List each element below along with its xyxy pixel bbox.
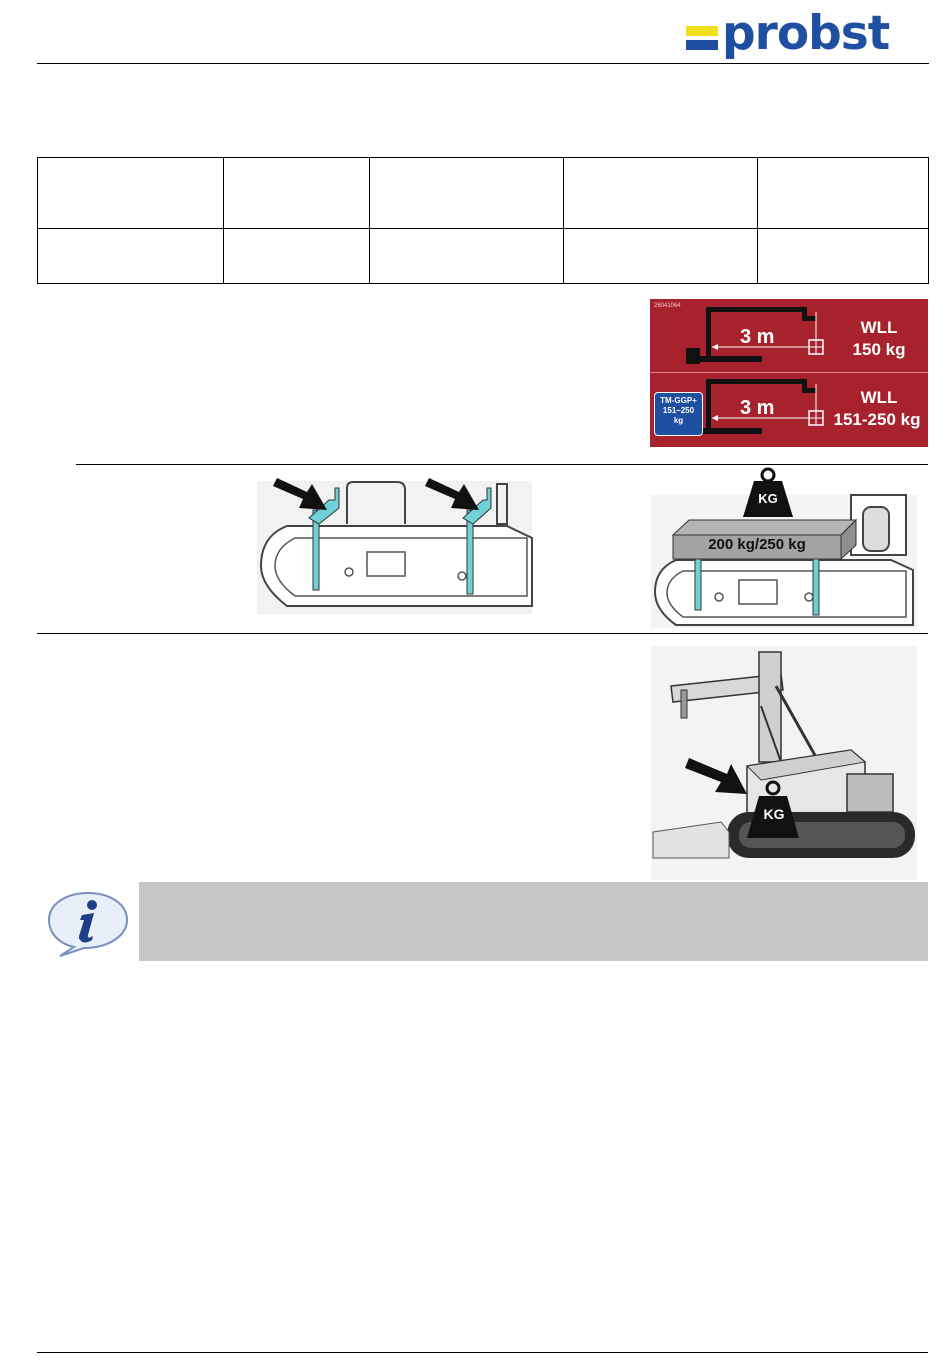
table-cell — [224, 158, 370, 229]
boom-distance: 3 m — [740, 397, 775, 419]
logo-mark-blue — [686, 40, 718, 50]
wll-value: 151-250 kg — [833, 410, 921, 429]
table-row — [38, 229, 929, 284]
table-cell — [370, 229, 564, 284]
table-cell — [38, 229, 224, 284]
table-cell — [38, 158, 224, 229]
table-cell — [758, 229, 929, 284]
bracket-figure — [257, 466, 537, 616]
table-cell — [564, 229, 758, 284]
badge-line: kg — [673, 416, 684, 425]
section-rule — [37, 633, 928, 634]
table-cell — [370, 158, 564, 229]
load-on-brackets-figure — [651, 465, 917, 628]
plate-code: 26041064 — [654, 303, 681, 309]
load-label: 200 kg/250 kg — [708, 536, 806, 553]
weight-icon-label: KG — [758, 491, 778, 506]
wll-label: WLL — [860, 318, 898, 337]
wll-label: WLL — [860, 388, 898, 407]
badge-line: 151–250 — [662, 406, 695, 415]
tm-ggp-badge — [654, 392, 703, 436]
load-capacity-plate — [650, 299, 928, 447]
logo-mark-yellow — [686, 26, 718, 36]
info-note-box — [139, 882, 928, 961]
spec-table — [37, 157, 929, 284]
table-cell — [224, 229, 370, 284]
header-rule — [37, 63, 929, 64]
logo-wordmark: probst — [722, 6, 890, 61]
machine-figure — [651, 646, 917, 880]
probst-logo — [684, 6, 918, 62]
footer-rule — [37, 1352, 928, 1353]
table-cell — [758, 158, 929, 229]
table-row — [38, 158, 929, 229]
weight-icon-label: KG — [763, 806, 785, 822]
wll-value: 150 kg — [852, 340, 906, 359]
info-note-text — [139, 882, 928, 910]
boom-distance: 3 m — [740, 326, 775, 348]
table-cell — [564, 158, 758, 229]
badge-line: TM-GGP+ — [660, 396, 697, 405]
info-speech-bubble-icon — [44, 890, 132, 958]
